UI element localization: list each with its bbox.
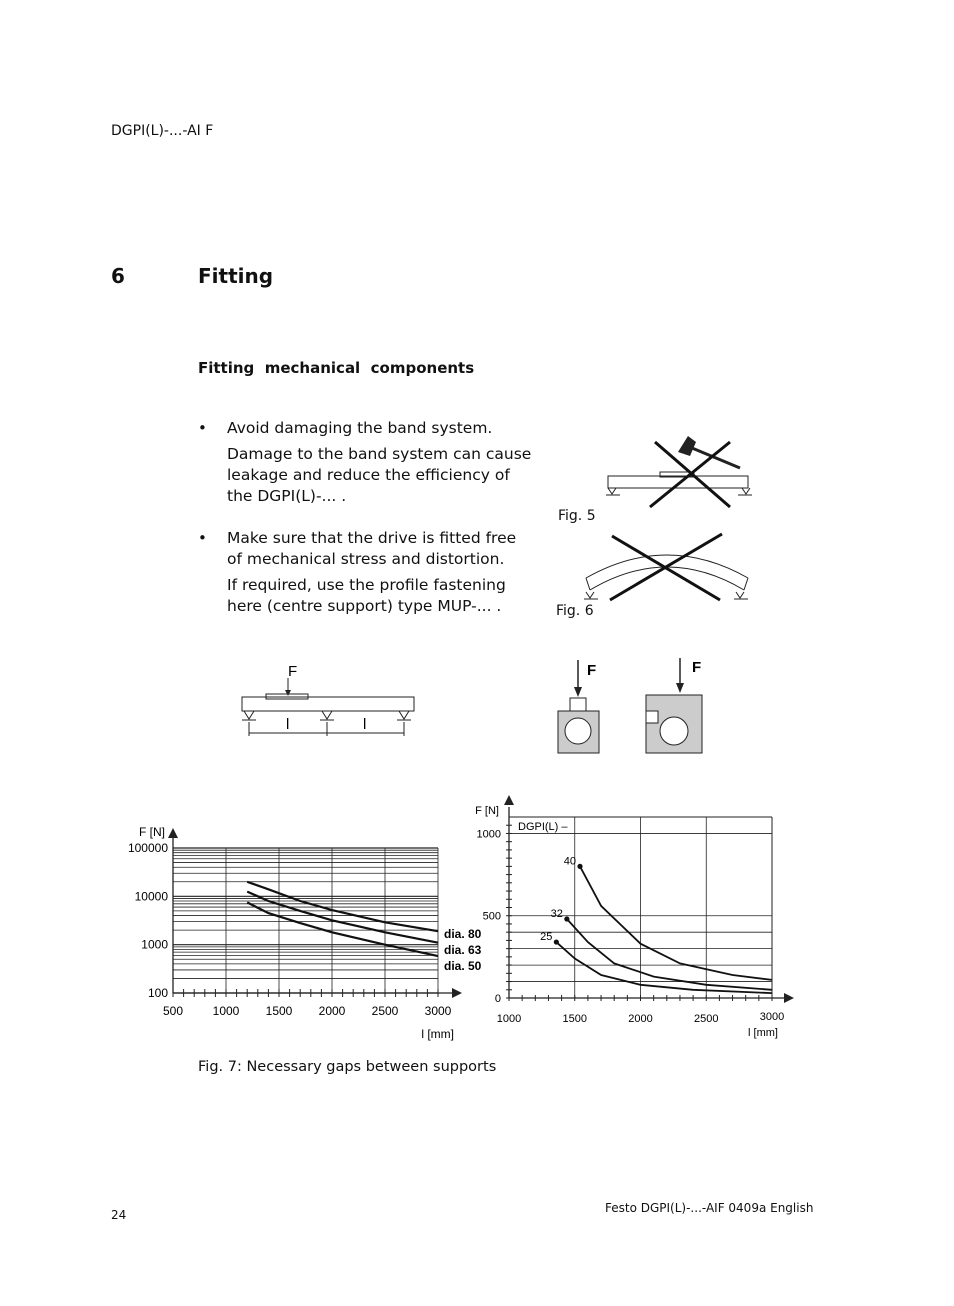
y-tick-label: 500: [482, 910, 501, 923]
bullet-lead: Make sure that the drive is fitted free of mechanical stress and distortion.: [227, 529, 517, 568]
x-axis-label: l [mm]: [748, 1027, 778, 1039]
fig6-label: Fig. 6: [556, 603, 594, 619]
series-label: dia. 63: [444, 943, 482, 957]
x-tick-label: 1500: [265, 1004, 293, 1018]
series-label: 32: [550, 908, 563, 921]
x-axis-arrow: [452, 988, 462, 998]
x-tick-label: 3000: [759, 1011, 785, 1023]
force-label: F: [288, 663, 298, 680]
series-start-point: [577, 864, 582, 869]
x-tick-label: 2000: [318, 1004, 346, 1018]
series-label: dia. 80: [444, 927, 482, 941]
page-number: 24: [111, 1208, 127, 1222]
chapter-number: 6: [111, 264, 125, 288]
span-label: l: [363, 716, 367, 733]
x-axis-arrow: [784, 993, 794, 1003]
series-start-point: [554, 939, 559, 944]
chart-log-gaps: [110, 818, 490, 1043]
beam-diagram: [236, 660, 421, 740]
x-tick-label: 500: [162, 1004, 184, 1018]
series-label: dia. 50: [444, 959, 482, 973]
bullet-body: Damage to the band system can cause leakage and reduce the efficiency of the DGPI(L)-... .: [227, 445, 532, 505]
force-label: F: [692, 659, 702, 676]
fig5-illustration: [600, 432, 760, 512]
series-start-point: [564, 916, 569, 921]
y-axis-label: F [N]: [475, 805, 499, 817]
y-tick-label: 100000: [127, 841, 168, 855]
bullet-body: If required, use the profile fastening here (centre support) type MUP-... .: [227, 576, 506, 615]
fig6-illustration: [580, 530, 755, 605]
running-header: DGPI(L)-...-AI F: [111, 123, 214, 139]
footer-doc-info: Festo DGPI(L)-...-AIF 0409a English: [605, 1201, 814, 1215]
y-tick-label: 1000: [141, 937, 168, 952]
series-line: [567, 919, 772, 990]
chapter-title: Fitting: [198, 264, 274, 288]
force-label: F: [587, 662, 597, 679]
x-tick-label: 3000: [424, 1004, 452, 1018]
x-tick-label: 1500: [562, 1013, 587, 1025]
y-tick-label: 100: [147, 986, 168, 1000]
bullet-lead: Avoid damaging the band system.: [227, 419, 493, 437]
profile-sections: [550, 655, 710, 760]
chart-linear-gaps: [470, 792, 800, 1042]
series-label: 40: [563, 855, 577, 868]
series-label: 25: [540, 931, 553, 944]
x-tick-label: 2500: [694, 1013, 719, 1025]
span-label: l: [286, 716, 290, 733]
y-tick-label: 1000: [476, 828, 501, 841]
bullet-marker: •: [198, 529, 207, 547]
x-tick-label: 2000: [628, 1013, 653, 1025]
y-axis-label: F [N]: [139, 825, 165, 839]
series-line: [247, 902, 438, 956]
y-tick-label: 10000: [134, 889, 168, 904]
legend-title: DGPI(L) –: [518, 821, 568, 833]
x-tick-label: 1000: [212, 1004, 240, 1018]
y-tick-label: 0: [494, 993, 501, 1005]
series-line: [556, 942, 772, 993]
x-tick-label: 1000: [496, 1013, 522, 1025]
y-axis-arrow: [168, 828, 178, 838]
series-line: [580, 866, 772, 980]
x-axis-label: l [mm]: [421, 1027, 454, 1041]
y-axis-arrow: [504, 795, 514, 805]
x-tick-label: 2500: [371, 1004, 399, 1018]
bullet-marker: •: [198, 419, 207, 437]
section-title: Fitting mechanical components: [198, 359, 475, 377]
figure-caption: Fig. 7: Necessary gaps between supports: [198, 1059, 497, 1075]
fig5-label: Fig. 5: [558, 508, 596, 524]
